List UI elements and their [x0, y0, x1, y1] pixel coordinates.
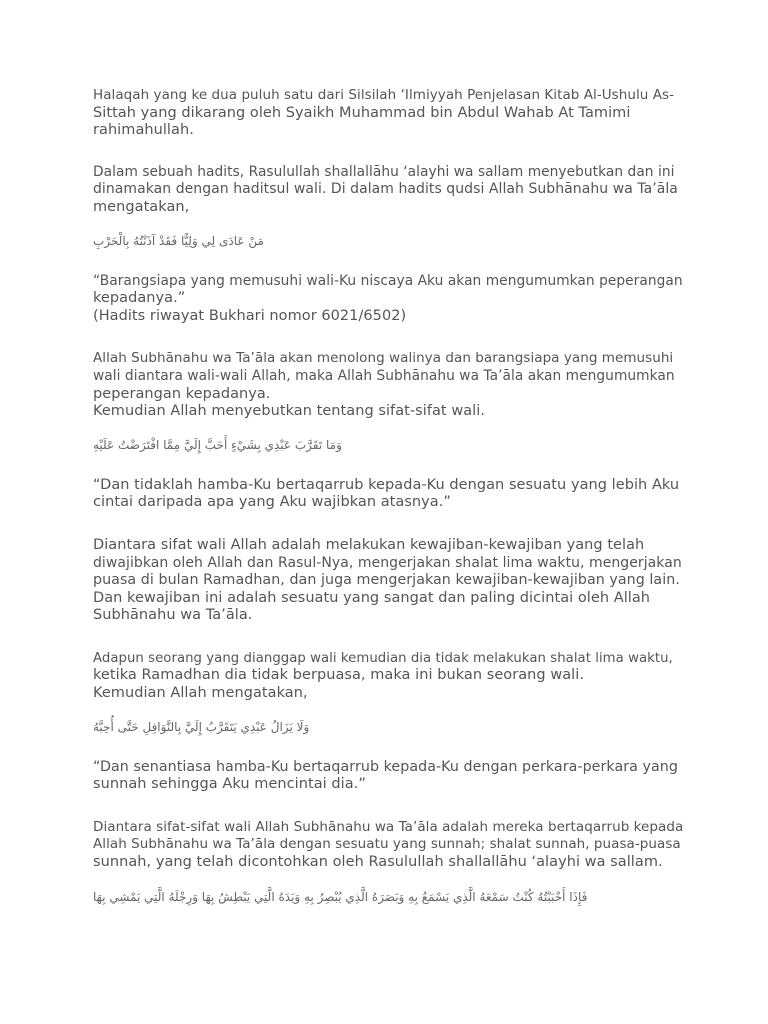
arabic-quote: فَإِذَا أَحْبَبْتُهُ كُنْتُ سَمْعَهُ الَّذِي يَسْمَعُ بِهِ وَبَصَرَهُ الَّذِي يُبْصِرُ بِهِ وَيَدَهُ الَّتِي يَبْطِشُ بِهَا وَرِجْلَهُ الَّتِي يَمْشِي بِهَا	[93, 889, 588, 904]
text-line: (Hadits riwayat Bukhari nomor 6021/6502)	[93, 307, 407, 324]
text-line: Kemudian Allah menyebutkan tentang sifat-sifat wali.	[93, 403, 485, 420]
text-line: puasa di bulan Ramadhan, dan juga mengerjakan kewajiban-kewajiban yang lain.	[93, 572, 680, 589]
arabic-quote: مَنْ عَادَى لِي وَلِيًّا فَقَدْ آذَنْتُهُ بِالْحَرْبِ	[93, 233, 264, 248]
text-line: Sittah yang dikarang oleh Syaikh Muhammad bin Abdul Wahab At Tamimi	[93, 104, 631, 121]
explanation-paragraph	[93, 537, 683, 625]
text-line: mengatakan,	[93, 198, 190, 215]
arabic-quote: وَلَا يَزَالُ عَبْدِي يَتَقَرَّبُ إِلَيَّ بِالنَّوَافِلِ حَتَّى أُحِبَّهُ	[93, 719, 310, 734]
text-line: “Dan senantiasa hamba-Ku bertaqarrub kepada-Ku dengan perkara-perkara yang	[93, 758, 678, 775]
text-line: ketika Ramadhan dia tidak berpuasa, maka ini bukan seorang wali.	[93, 667, 584, 684]
text-line: dinamakan dengan haditsul wali. Di dalam hadits qudsi Allah Subhānahu wa Ta’āla	[93, 181, 678, 198]
text-line: “Dan tidaklah hamba-Ku bertaqarrub kepada-Ku dengan sesuatu yang lebih Aku	[93, 476, 680, 493]
arabic-quote: وَمَا تَقَرَّبَ عَبْدِي بِشَيْءٍ أَحَبَّ إِلَيَّ مِمَّا افْتَرَضْتُ عَلَيْهِ	[93, 437, 342, 452]
text-line: cintai daripada apa yang Aku wajibkan atasnya.”	[93, 494, 451, 511]
explanation-paragraph	[93, 350, 683, 420]
text-line: Allah Subhānahu wa Ta’āla dengan sesuatu yang sunnah; shalat sunnah, puasa-puasa	[93, 836, 681, 853]
explanation-paragraph	[93, 650, 683, 703]
document-page	[93, 87, 683, 906]
text-line: “Barangsiapa yang memusuhi wali-Ku niscaya Aku akan mengumumkan peperangan	[93, 272, 683, 289]
text-line: Subhānahu wa Ta’āla.	[93, 607, 253, 624]
text-line: sunnah, yang telah dicontohkan oleh Rasulullah shallallāhu ‘alayhi wa sallam.	[93, 854, 663, 871]
intro-paragraph	[93, 87, 683, 140]
text-line: peperangan kepadanya.	[93, 385, 271, 402]
text-line: kepadanya.”	[93, 290, 186, 307]
text-line: Adapun seorang yang dianggap wali kemudian dia tidak melakukan shalat lima waktu,	[93, 650, 673, 666]
text-line: diwajibkan oleh Allah dan Rasul-Nya, mengerjakan shalat lima waktu, mengerjakan	[93, 554, 682, 571]
text-line: Dalam sebuah hadits, Rasulullah shallallāhu ‘alayhi wa sallam menyebutkan dan ini	[93, 163, 675, 180]
hadith-intro-paragraph	[93, 164, 683, 217]
translation-paragraph	[93, 273, 683, 326]
text-line: Dan kewajiban ini adalah sesuatu yang sangat dan paling dicintai oleh Allah	[93, 589, 651, 606]
text-line: Allah Subhānahu wa Ta’āla akan menolong walinya dan barangsiapa yang memusuhi	[93, 350, 674, 367]
text-line: Diantara sifat wali Allah adalah melakukan kewajiban-kewajiban yang telah	[93, 536, 645, 553]
text-line: rahimahullah.	[93, 122, 194, 139]
text-line: Diantara sifat-sifat wali Allah Subhānahu wa Ta’āla adalah mereka bertaqarrub kepada	[93, 818, 684, 835]
text-line: sunnah sehingga Aku mencintai dia.”	[93, 776, 366, 793]
text-line: Kemudian Allah mengatakan,	[93, 685, 308, 702]
translation-paragraph	[93, 477, 683, 512]
translation-paragraph	[93, 759, 683, 794]
text-line: wali diantara wali-wali Allah, maka Allah Subhānahu wa Ta’āla akan mengumumkan	[93, 367, 675, 384]
text-line: Halaqah yang ke dua puluh satu dari Silsilah ‘Ilmiyyah Penjelasan Kitab Al-Ushulu As-	[93, 87, 675, 103]
explanation-paragraph	[93, 819, 683, 872]
